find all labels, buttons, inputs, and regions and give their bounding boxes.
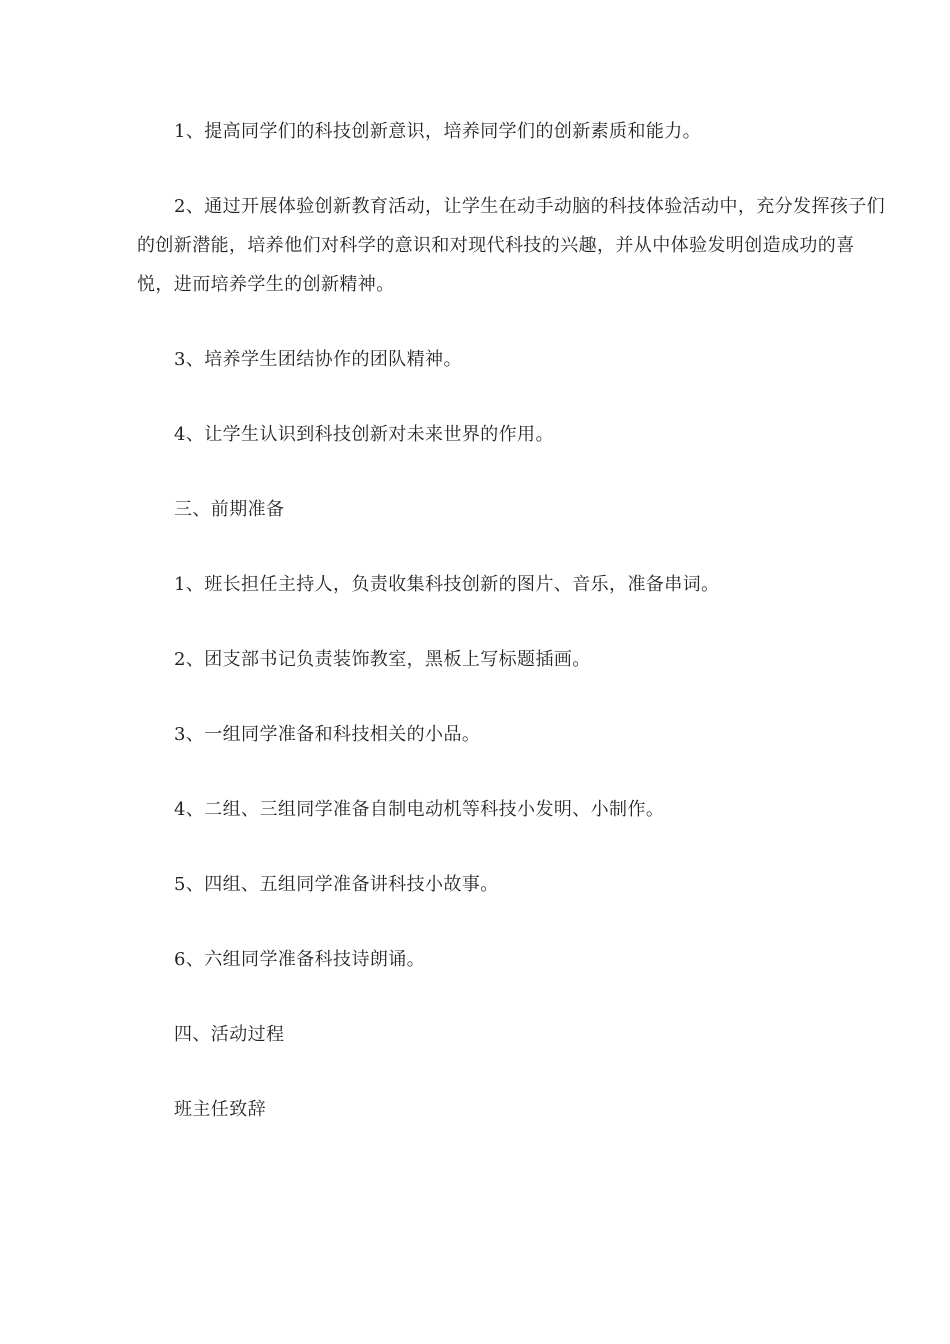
goal-item-4: 4、让学生认识到科技创新对未来世界的作用。	[174, 424, 554, 445]
preparation-item-5: 5、四组、五组同学准备讲科技小故事。	[174, 874, 499, 895]
preparation-item-6: 6、六组同学准备科技诗朗诵。	[174, 949, 426, 970]
preparation-item-1: 1、班长担任主持人，负责收集科技创新的图片、音乐，准备串词。	[174, 574, 720, 595]
document-body	[137, 112, 887, 1165]
section-heading-process: 四、活动过程	[174, 1024, 285, 1045]
goal-item-3: 3、培养学生团结协作的团队精神。	[174, 349, 462, 370]
goal-item-1: 1、提高同学们的科技创新意识，培养同学们的创新素质和能力。	[174, 121, 702, 142]
goal-item-2: 2、通过开展体验创新教育活动，让学生在动手动脑的科技体验活动中，充分发挥孩子们的创新潜能，培养他们对科学的意识和对现代科技的兴趣，并从中体验发明创造成功的喜悦，进而培养学生的创新精神。	[137, 196, 886, 295]
preparation-item-2: 2、团支部书记负责装饰教室，黑板上写标题插画。	[174, 649, 591, 670]
process-item-teacher-speech: 班主任致辞	[174, 1099, 266, 1120]
preparation-item-3: 3、一组同学准备和科技相关的小品。	[174, 724, 481, 745]
preparation-item-4: 4、二组、三组同学准备自制电动机等科技小发明、小制作。	[174, 799, 665, 820]
section-heading-preparation: 三、前期准备	[174, 499, 285, 520]
